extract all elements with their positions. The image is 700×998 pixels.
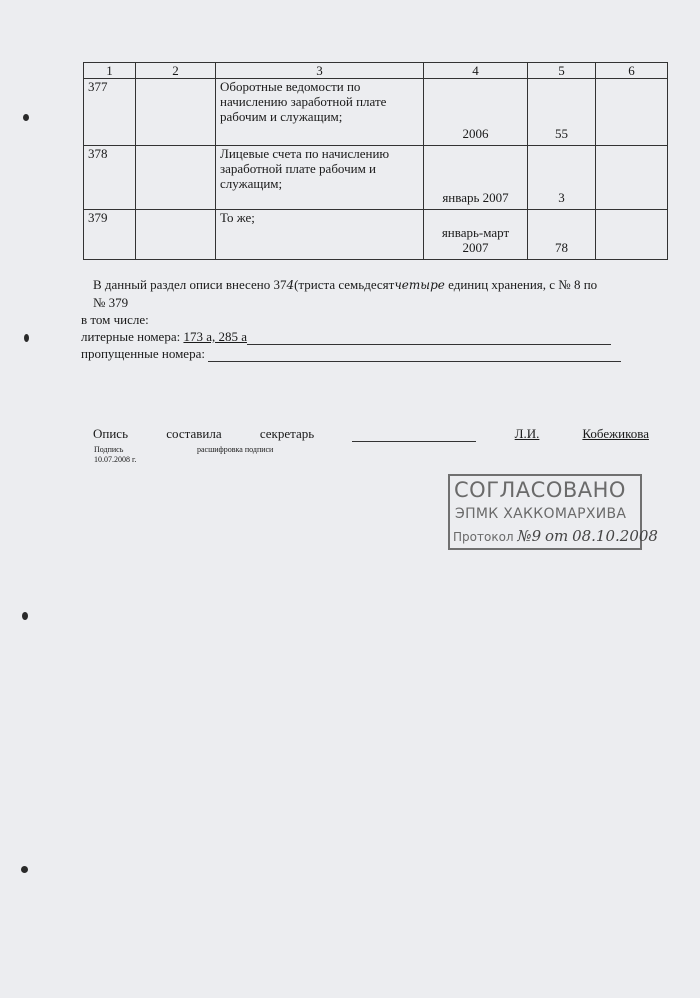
- skipped-numbers-line: [81, 345, 668, 362]
- item-number: 377: [84, 79, 136, 146]
- stamp-protocol-number: №9: [517, 527, 542, 545]
- stamp-protocol-line: [453, 527, 658, 545]
- literal-numbers-value: 173 а, 285 а: [183, 329, 247, 344]
- handwritten-count-words: четыре: [394, 278, 445, 292]
- column-header: 5: [528, 63, 596, 79]
- column-header: 3: [216, 63, 424, 79]
- stamp-date: 08.10.2008: [572, 527, 658, 545]
- decode-caption: расшифровка подписи: [197, 445, 274, 454]
- signature-word-secretary: секретарь: [259, 426, 315, 441]
- signature-caption: Подпись: [94, 445, 124, 454]
- scan-speck: [21, 866, 28, 873]
- column-header: 4: [424, 63, 528, 79]
- item-count: 3: [528, 146, 596, 210]
- skipped-numbers-label: пропущенные номера:: [81, 346, 209, 361]
- item-dates: январь 2007: [424, 146, 528, 210]
- column-header: 2: [136, 63, 216, 79]
- literal-numbers-fill-line: [247, 330, 611, 345]
- item-dates: 2006: [424, 79, 528, 146]
- stamp-date-prefix: от: [544, 527, 569, 545]
- signature-date: 10.07.2008 г.: [94, 455, 137, 464]
- summary-block: [81, 276, 668, 362]
- table-header-row: [84, 63, 668, 79]
- signature-block: [93, 426, 649, 442]
- signature-word-opis: Опись: [93, 426, 129, 441]
- item-number: 378: [84, 146, 136, 210]
- signature-row: [93, 426, 649, 442]
- table-row: [84, 210, 668, 260]
- signature-line: [352, 428, 476, 442]
- item-count: 55: [528, 79, 596, 146]
- summary-count-line: [93, 276, 668, 294]
- summary-intro: В данный раздел описи внесено 37: [93, 277, 287, 292]
- summary-middle: (триста семьдесят: [294, 277, 395, 292]
- stamp-protocol-label: Протокол: [453, 530, 514, 544]
- scan-speck: [23, 114, 29, 121]
- scan-speck: [22, 612, 28, 620]
- stamp-organization: ЭПМК ХАККОМАРХИВА: [455, 506, 627, 522]
- summary-including: в том числе:: [81, 312, 149, 327]
- signer-initials: Л.И.: [514, 426, 540, 441]
- table-row: [84, 79, 668, 146]
- item-index: [136, 146, 216, 210]
- signer-surname: Кобежикова: [582, 426, 649, 441]
- item-number: 379: [84, 210, 136, 260]
- item-dates: январь-март 2007: [424, 210, 528, 260]
- summary-range-end: № 379: [93, 295, 129, 310]
- table-row: [84, 146, 668, 210]
- item-index: [136, 210, 216, 260]
- item-index: [136, 79, 216, 146]
- column-header: 1: [84, 63, 136, 79]
- item-title: Лицевые счета по начислению заработной плате рабочим и служащим;: [216, 146, 424, 210]
- summary-tail: единиц хранения, с № 8 по: [444, 277, 598, 292]
- item-note: [596, 146, 668, 210]
- signature-word-sostavila: составила: [166, 426, 222, 441]
- approval-stamp: [448, 474, 658, 550]
- inventory-table: [83, 62, 668, 260]
- scan-speck: [24, 334, 29, 342]
- literal-numbers-line: [81, 328, 668, 345]
- item-title: То же;: [216, 210, 424, 260]
- item-note: [596, 210, 668, 260]
- literal-numbers-label: литерные номера:: [81, 329, 184, 344]
- signer-name: [515, 426, 649, 442]
- item-count: 78: [528, 210, 596, 260]
- column-header: 6: [596, 63, 668, 79]
- item-note: [596, 79, 668, 146]
- item-title: Оборотные ведомости по начислению заработной плате рабочим и служащим;: [216, 79, 424, 146]
- stamp-title: СОГЛАСОВАНО: [454, 478, 626, 502]
- handwritten-count: 4: [286, 278, 295, 292]
- skipped-numbers-fill-line: [208, 347, 621, 362]
